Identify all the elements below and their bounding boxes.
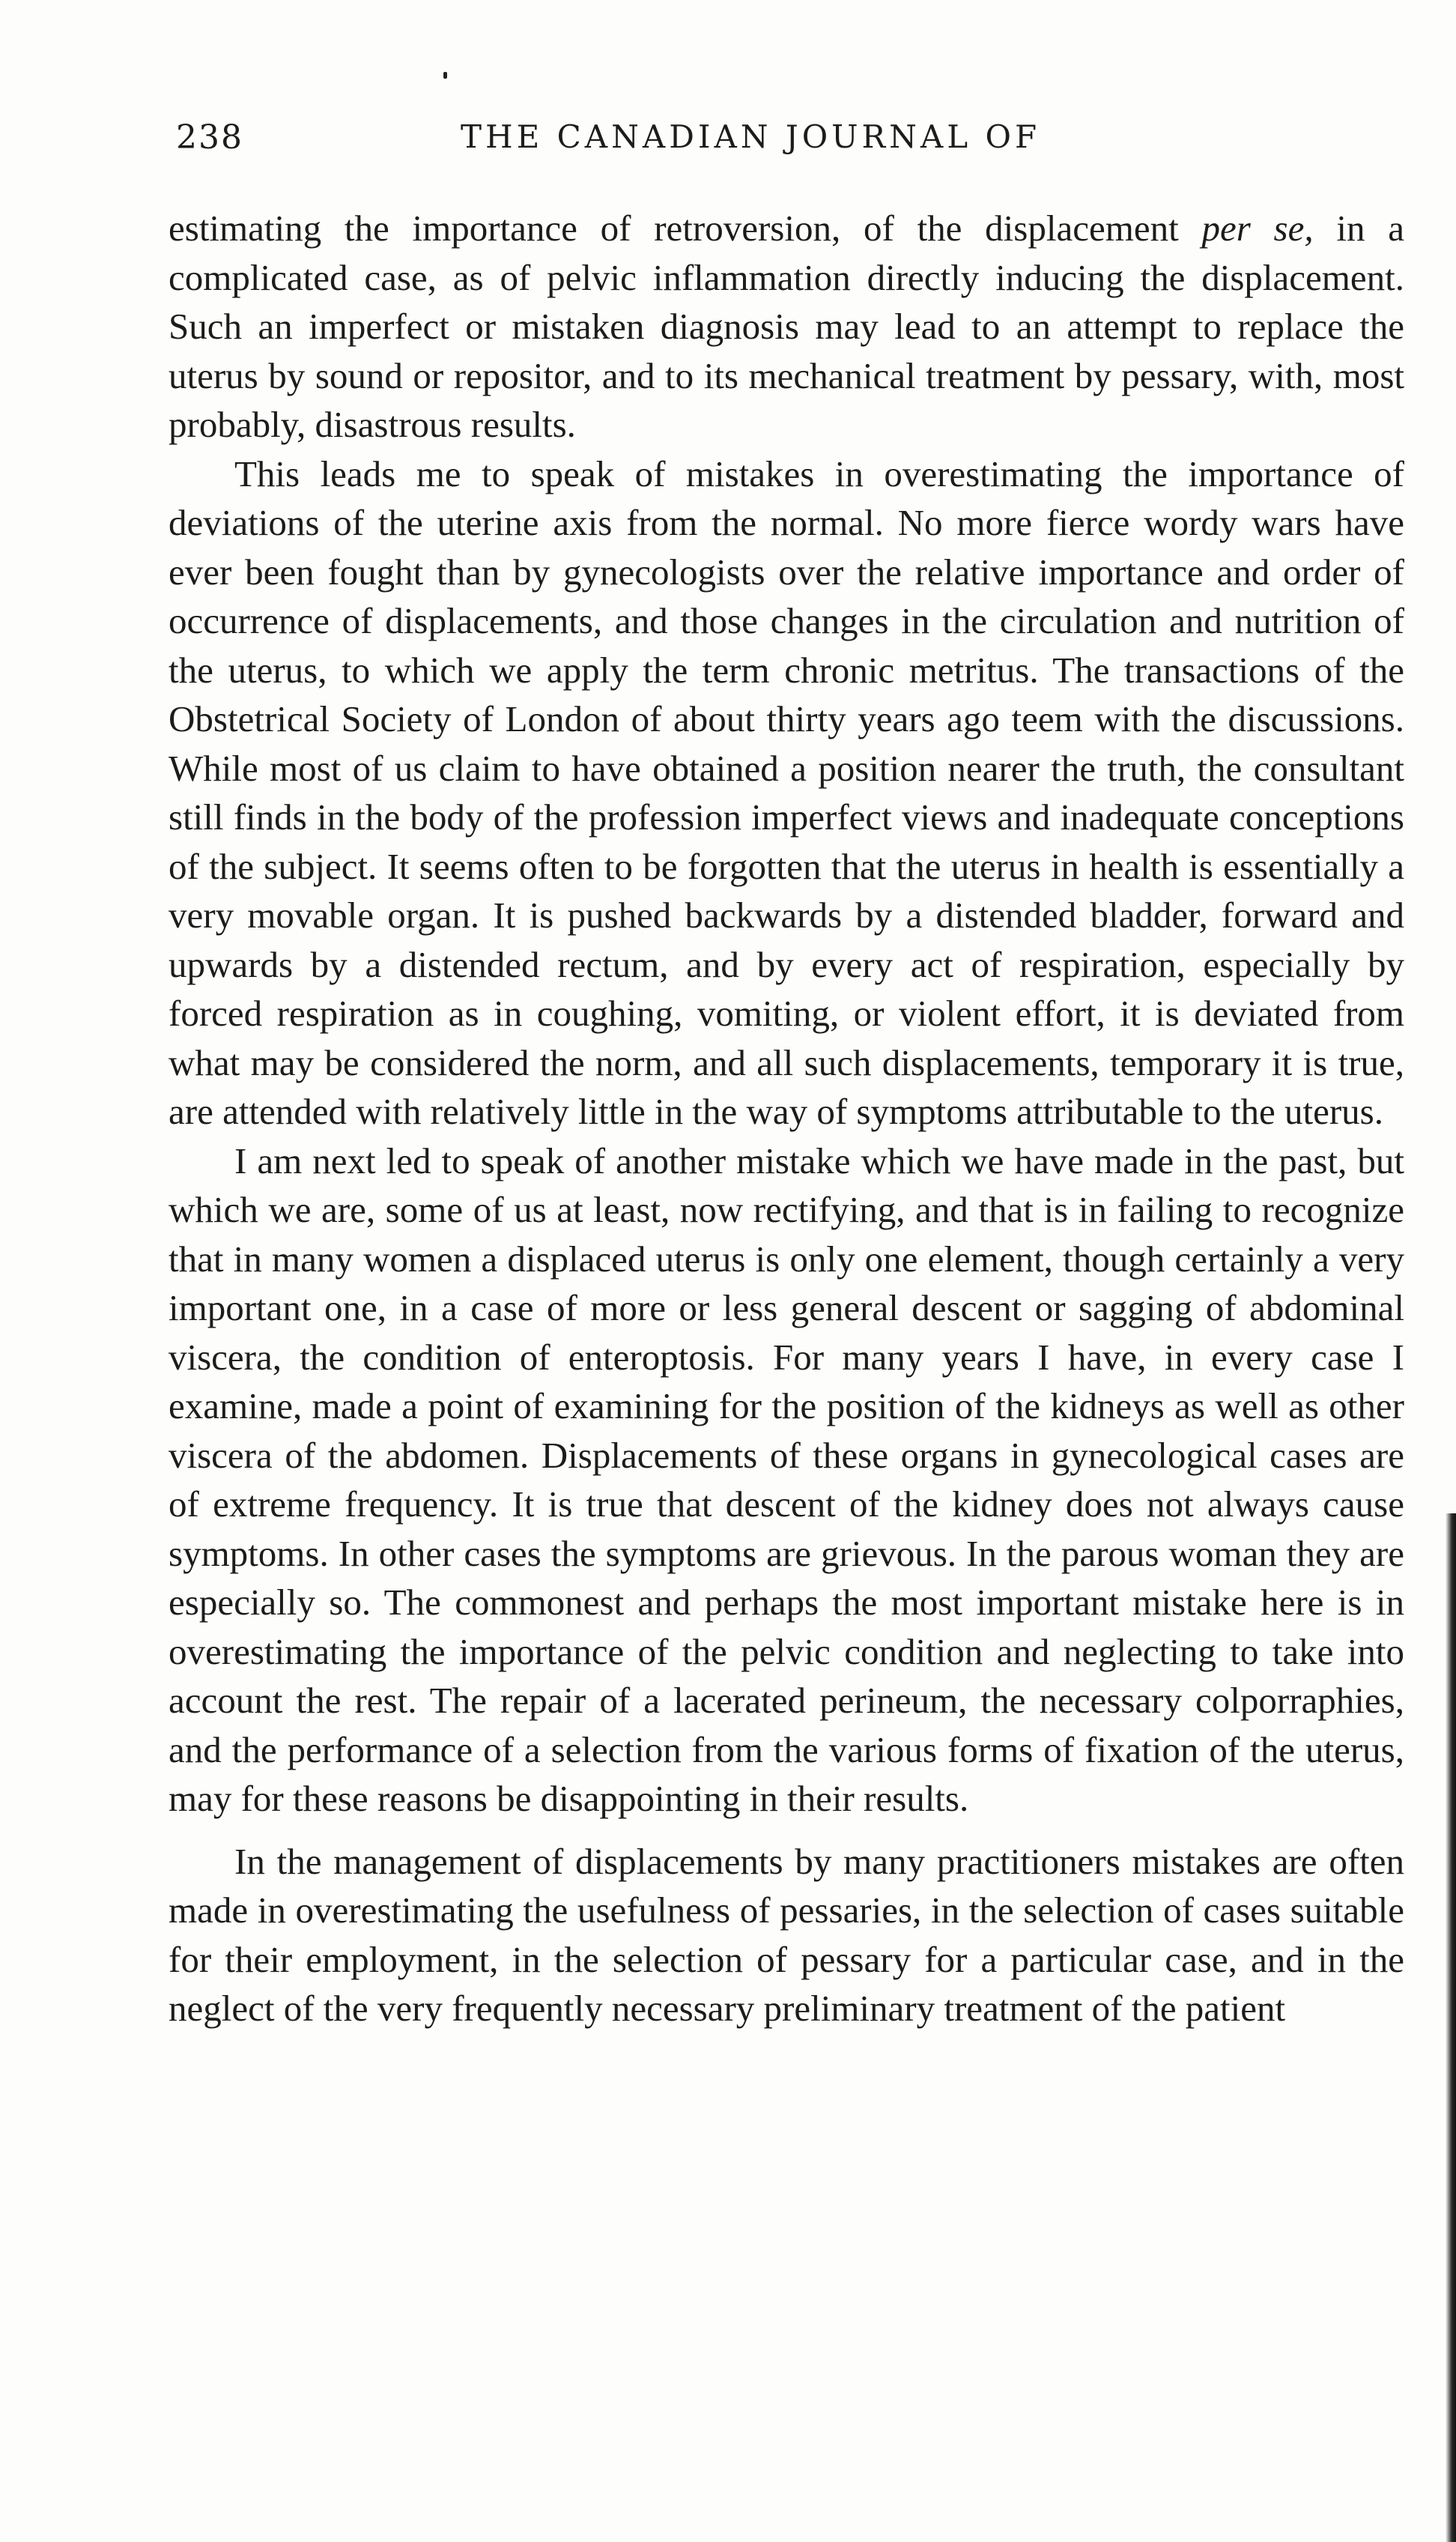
paragraph-1-text-b: in a complicated case, as of pelvic inflammation directly inducing the displacement. Such an imperfect or mistaken diagnosis may lead to an attempt to replace the uterus by sound or repositor, and to its mechanical treatment by pessary, with, most probably, disastrous results. (169, 208, 1404, 445)
paragraph-1-text-a: estimating the importance of retroversion, of the displacement (169, 208, 1202, 249)
paragraph-3-text: I am next led to speak of another mistake which we have made in the past, but which we are, some of us at least, now rectifying, and that is in failing to recognize that in many women a displaced uterus is only one element, though certainly a very important one, in a case of more or less general descent or sagging of abdominal viscera, the condition of enteroptosis. For many years I have, in every case I examine, made a point of examining for the position of the kidneys as well as other viscera of the abdomen. Displacements of these organs in gynecological cases are of extreme frequency. It is true that descent of the kidney does not always cause symptoms. In other cases the symptoms are grievous. In the parous woman they are especially so. The commonest and perhaps the most important mistake here is in overestimating the importance of the pelvic condition and neglecting to take into account the rest. The repair of a lacerated perineum, the necessary colporraphies, and the performance of a selection from the various forms of fixation of the uterus, may for these reasons be disappointing in their results. (169, 1140, 1404, 1819)
running-head (176, 112, 1397, 165)
print-speck (443, 72, 447, 79)
binding-shadow (1446, 1513, 1456, 2542)
paragraph-1-italic-per-se: per se, (1201, 208, 1314, 249)
body-text (169, 204, 1404, 2033)
page-number: 238 (176, 118, 243, 157)
paragraph-4 (169, 1837, 1404, 2033)
paragraph-4-text: In the management of displacements by many practitioners mistakes are often made in overestimating the usefulness of pessaries, in the selection of cases suitable for their employment, in the selection of pessary for a particular case, and in the neglect of the very frequently necessary preliminary treatment of the patient (169, 1840, 1404, 2029)
journal-title: THE CANADIAN JOURNAL OF (461, 118, 1041, 155)
paragraph-2-text: This leads me to speak of mistakes in overestimating the importance of deviations of the uterine axis from the normal. No more fierce wordy wars have ever been fought than by gynecologists over the relative importance and order of occurrence of displacements, and those changes in the circulation and nutrition of the uterus, to which we apply the term chronic metritus. The transactions of the Obstetrical Society of London of about thirty years ago teem with the discussions. While most of us claim to have obtained a position nearer the truth, the consultant still finds in the body of the profession imperfect views and inadequate conceptions of the subject. It seems often to be forgotten that the uterus in health is essentially a very movable organ. It is pushed backwards by a distended bladder, forward and upwards by a distended rectum, and by every act of respiration, especially by forced respiration as in coughing, vomiting, or violent effort, it is deviated from what may be considered the norm, and all such displacements, temporary it is true, are attended with relatively little in the way of symptoms attributable to the uterus. (169, 453, 1404, 1132)
paragraph-2 (169, 450, 1404, 1137)
paragraph-3 (169, 1137, 1404, 1824)
paragraph-1 (169, 204, 1404, 450)
